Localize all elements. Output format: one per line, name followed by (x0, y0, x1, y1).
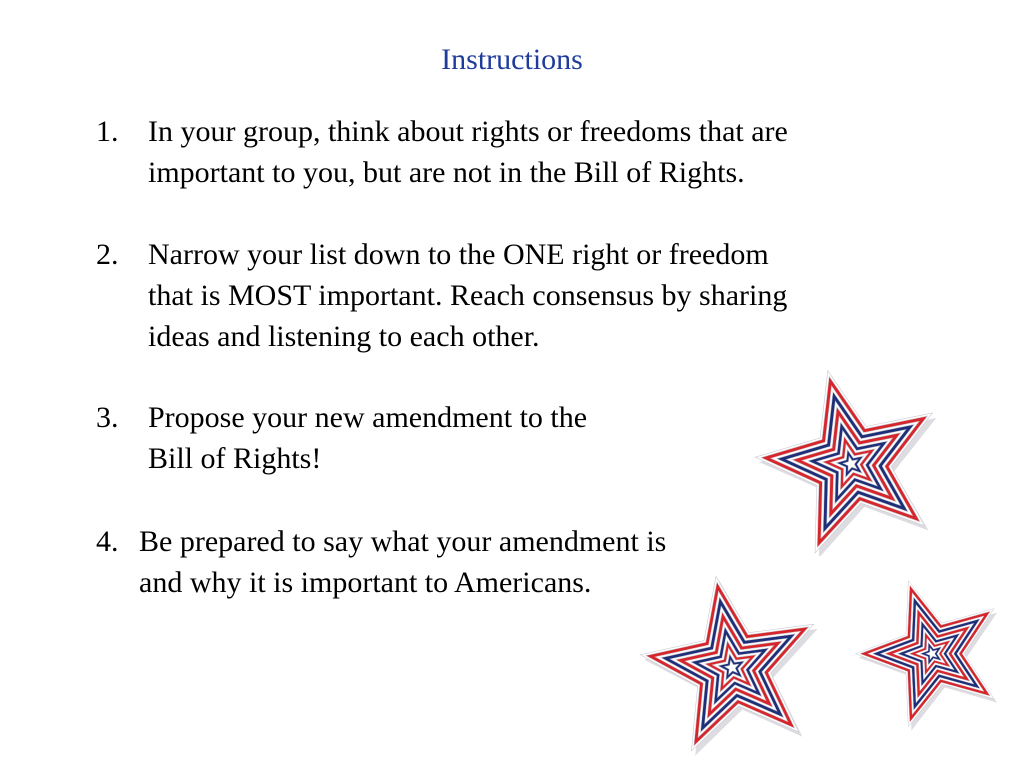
item-text (148, 397, 587, 479)
patriotic-star-icon (742, 360, 960, 556)
item-text (139, 521, 666, 603)
item-number: 3. (96, 401, 119, 434)
slide-title: Instructions (441, 43, 583, 76)
item-line: ideas and listening to each other. (148, 320, 540, 353)
patriotic-star-icon (628, 566, 836, 758)
item-line: Propose your new amendment to the (148, 401, 588, 434)
item-line: Narrow your list down to the ONE right or freedom (148, 238, 769, 271)
patriotic-star-icon (846, 560, 1018, 738)
item-line: and why it is important to Americans. (139, 566, 592, 599)
item-text (148, 111, 788, 193)
item-number: 4. (96, 525, 119, 558)
item-number: 2. (96, 238, 119, 271)
item-text (148, 234, 787, 357)
item-line: Bill of Rights! (148, 442, 322, 475)
item-line: that is MOST important. Reach consensus by sharing (148, 279, 788, 312)
item-number: 1. (96, 115, 119, 148)
item-line: In your group, think about rights or freedoms that are (148, 115, 788, 148)
item-line: important to you, but are not in the Bill of Rights. (148, 156, 745, 189)
item-line: Be prepared to say what your amendment is (139, 525, 667, 558)
